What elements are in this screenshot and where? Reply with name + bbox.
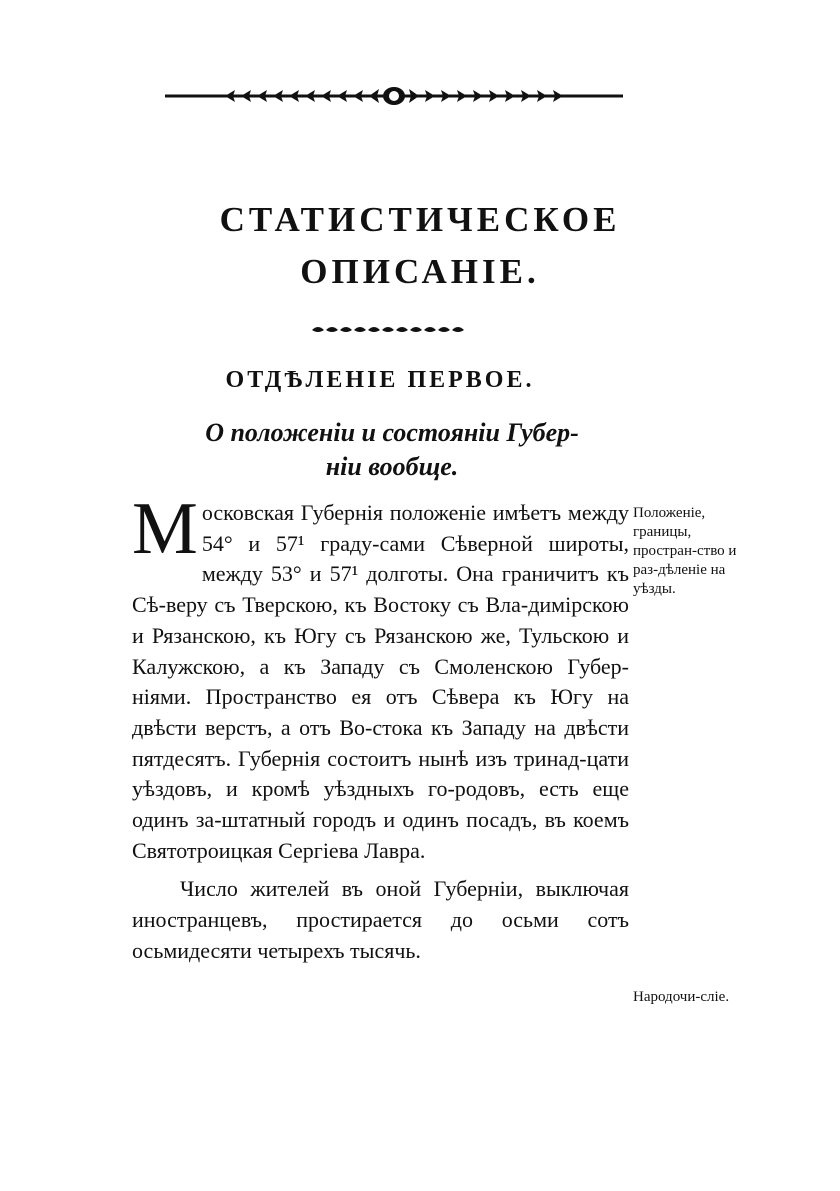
title-line-2: ОПИСАНІЕ. bbox=[300, 252, 540, 291]
subtitle-line-1: О положеніи и состояніи Губер- bbox=[205, 418, 579, 447]
body-text bbox=[132, 488, 629, 967]
paragraph-2: Число жителей въ оной Губерніи, выключая иностранцевъ, простирается до осьми сотъ осьмидесяти четырехъ тысячь. bbox=[132, 876, 629, 963]
margin-note-2: Народочи-сліе. bbox=[633, 989, 730, 1005]
margin-note-1: Положеніе, границы, простран-ство и раз-дѣленіе на уѣзды. bbox=[633, 505, 737, 597]
middle-ornament bbox=[312, 324, 464, 336]
subtitle-line-2: ніи вообще. bbox=[325, 452, 459, 481]
title-line-1: СТАТИСТИЧЕСКОЕ bbox=[219, 200, 621, 239]
drop-cap: М bbox=[132, 488, 198, 570]
top-ornament bbox=[165, 84, 623, 108]
paragraph-1 bbox=[132, 488, 629, 866]
chapter-subtitle bbox=[132, 416, 652, 484]
paragraph-1-text: осковская Губернія положеніе имѣетъ между 54° и 57¹ граду-сами Сѣверной широты, между 53° и 57¹ долготы. Она граничитъ къ Сѣ-веру съ Тверскою, къ Востоку съ Вла-димірскою и Рязанскою, къ Югу съ Рязанскою же, Тульскою и Калужскою, а къ Западу съ Смоленскою Губер-ніями. Пространство ея отъ Сѣвера къ Югу на двѣсти верстъ, а отъ Во-стока къ Западу на двѣсти пятдесятъ. Губернія состоитъ нынѣ изъ тринад-цати уѣздовъ, и кромѣ уѣздныхъ го-родовъ, есть еще одинъ за-штатный городъ и одинъ посадъ, въ коемъ Святотроицкая Сергіева Лавра. bbox=[132, 500, 629, 863]
section-heading: ОТДѢЛЕНІЕ ПЕРВОЕ. bbox=[225, 367, 535, 393]
